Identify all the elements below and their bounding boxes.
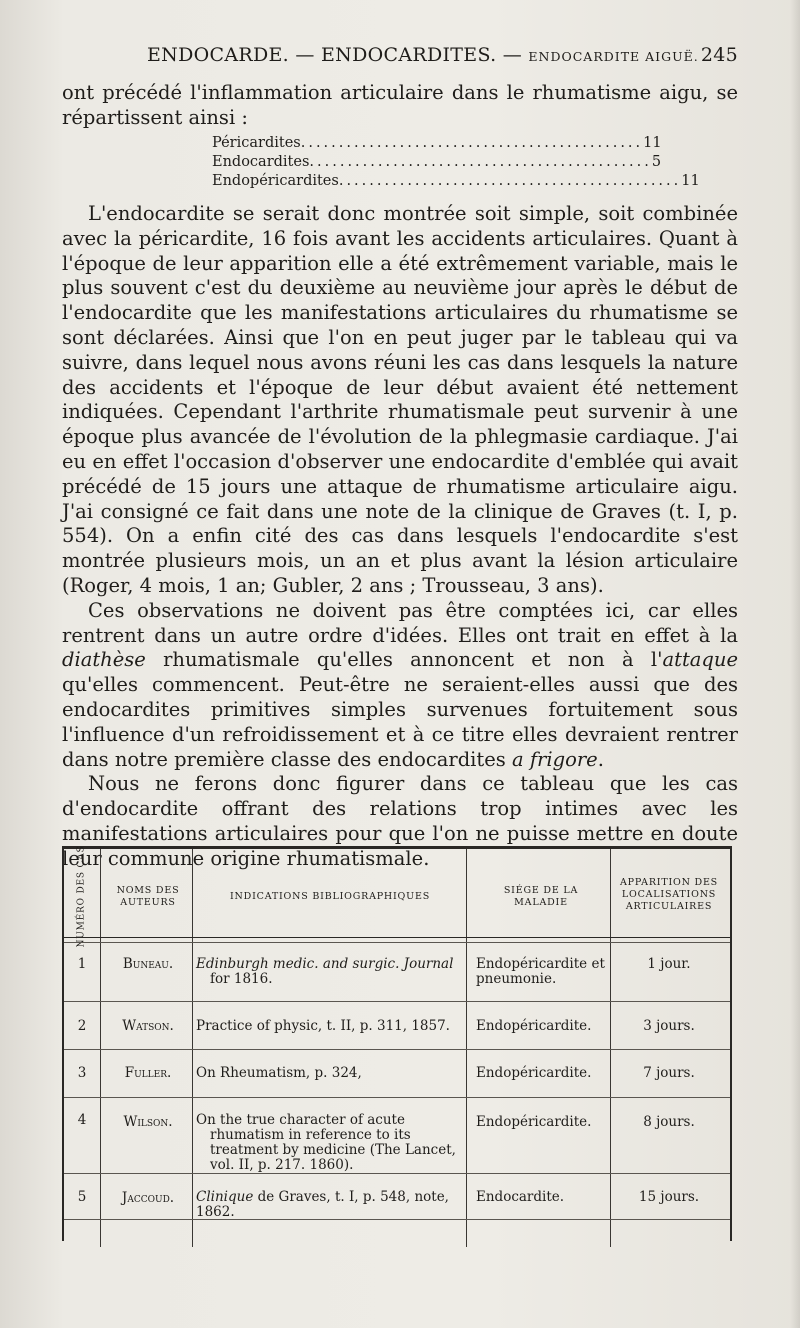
count-row: Péricardites ............................................. 11 — [212, 135, 662, 151]
row-3-seat: Endopéricardite. — [476, 1065, 592, 1081]
row-3-num: 3 — [77, 1065, 87, 1081]
row-4-seat: Endopéricardite. — [476, 1114, 592, 1130]
row-3-reference: On Rheumatism, p. 324, — [196, 1065, 362, 1081]
header-subtitle: ENDOCARDITE AIGUË. — [528, 49, 699, 64]
row-2-author: Watson. — [122, 1018, 174, 1034]
header-authors: NOMS DES AUTEURS — [116, 885, 180, 908]
row-5-author: Jaccoud. — [121, 1190, 175, 1206]
paragraph-3: Nous ne ferons donc figurer dans ce tableau que les cas d'endocardite offrant des relations trop intimes avec les manifestations articulaires pour que l'on ne puisse mettre en doute leur commune origine rhumatismale. — [62, 772, 738, 870]
header-references: INDICATIONS BIBLIOGRAPHIQUES — [230, 891, 430, 902]
row-1-author: Buneau. — [122, 956, 174, 972]
count-row: Endocardites ............................................. 5 — [212, 154, 662, 170]
row-1-num: 1 — [77, 956, 87, 972]
row-1-reference: Edinburgh medic. and surgic. Journal for 1816. — [196, 956, 454, 987]
header-title: ENDOCARDE. — ENDOCARDITES. — ENDOCARDITE AIGUË. — [147, 44, 699, 66]
count-row: Endopéricardites ............................................. 11 — [212, 173, 700, 189]
row-3-author: Fuller. — [124, 1065, 172, 1081]
row-2-reference: Practice of physic, t. II, p. 311, 1857. — [196, 1018, 450, 1034]
cases-table — [62, 846, 732, 1241]
header-seat: SIÉGE DE LA MALADIE — [503, 885, 579, 908]
row-2-num: 2 — [77, 1018, 87, 1034]
row-5-reference: Clinique de Graves, t. I, p. 548, note, 1862. — [196, 1189, 449, 1220]
row-4-num: 4 — [77, 1112, 87, 1128]
row-4-onset: 8 jours. — [643, 1114, 695, 1130]
row-1-seat: Endopéricardite et pneumonie. — [476, 956, 605, 987]
row-3-onset: 7 jours. — [643, 1065, 695, 1081]
paragraph-2: Ces observations ne doivent pas être comptées ici, car elles rentrent dans un autre ordre d'idées. Elles ont trait en effet à la diathèse rhumatismale qu'elles annoncent et non à l'attaque qu'elles commencent. Peut-être ne seraient-elles aussi que des endocardites primitives simples survenues fortuitement sous l'influence d'un refroidissement et à ce titre elles devraient rentrer dans notre première classe des endocardites a frigore. — [62, 598, 738, 771]
row-4-reference: On the true character of acute rhumatism in reference to its treatment by medicine (The Lancet, vol. II, p. 217. 1860). — [196, 1112, 456, 1173]
row-2-onset: 3 jours. — [643, 1018, 695, 1034]
body-text — [62, 202, 738, 872]
row-5-num: 5 — [77, 1189, 87, 1205]
intro-paragraph: ont précédé l'inflammation articulaire dans le rhumatisme aigu, se répartissent ainsi : — [62, 81, 738, 129]
counts-list — [212, 134, 700, 191]
row-4-author: Wilson. — [123, 1114, 173, 1130]
row-1-onset: 1 jour. — [647, 956, 691, 972]
row-5-onset: 15 jours. — [638, 1189, 700, 1205]
header-case-number: NUMÉRO DES CAS — [76, 845, 87, 947]
row-2-seat: Endopéricardite. — [476, 1018, 592, 1034]
page-number: 245 — [700, 44, 738, 66]
header-onset: APPARITION DES LOCALISATIONS ARTICULAIRES — [619, 877, 718, 912]
paragraph-1: L'endocardite se serait donc montrée soit simple, soit combinée avec la péricardite, 16 fois avant les accidents articulaires. Quant à l'époque de leur apparition elle a été extrêmement variable, mais le plus souvent c'est du deuxième au neuvième jour après le début de l'endocardite que les manifestations articulaires du rhumatisme se sont déclarées. Ainsi que l'on en peut juger par le tableau qui va suivre, dans lequel nous avons réuni les cas dans lesquels la nature des accidents et l'époque de leur début avaient été nettement indiquées. Cependant l'arthrite rhumatismale peut survenir à une époque plus avancée de l'évolution de la phlegmasie cardiaque. J'ai eu en effet l'occasion d'observer une endocardite d'emblée qui avait précédé de 15 jours une attaque de rhumatisme articulaire aigu. J'ai consigné ce fait dans une note de la clinique de Graves (t. I, p. 554). On a enfin cité des cas dans lesquels l'endocardite s'est montrée plusieurs mois, un an et plus avant la lésion articulaire (Roger, 4 mois, 1 an; Gubler, 2 ans ; Trousseau, 3 ans). — [62, 202, 738, 597]
row-5-seat: Endocardite. — [476, 1189, 565, 1205]
running-header — [62, 44, 738, 72]
